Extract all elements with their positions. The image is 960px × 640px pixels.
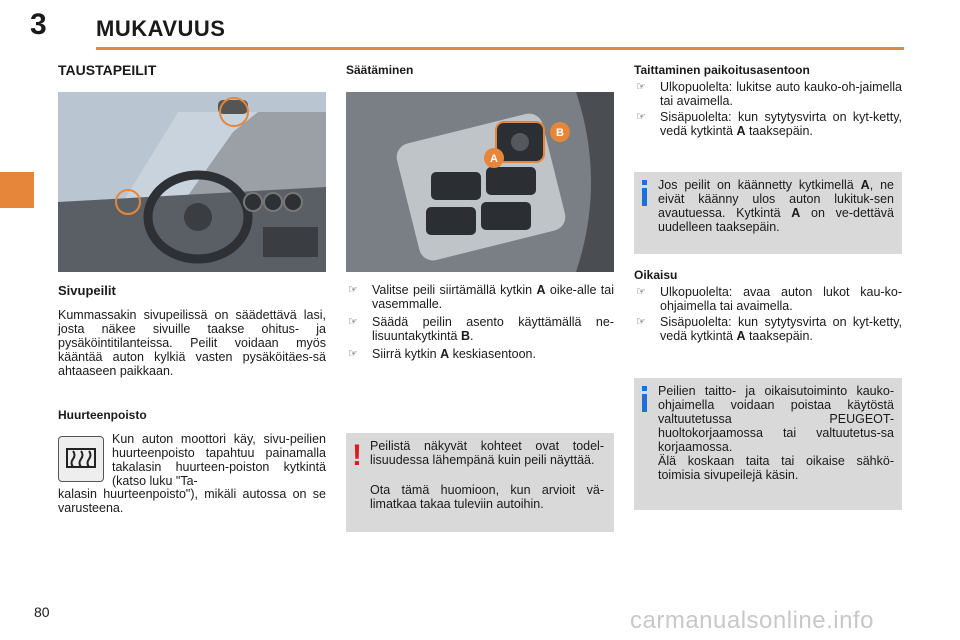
watermark: carmanualsonline.info bbox=[630, 607, 874, 634]
huurteenpoisto-text-a: Kun auton moottori käy, sivu-peilien huurteenpoisto tapahtuu painamalla takalasin huurteen-poiston kytkintä (katso luku "Ta- bbox=[112, 432, 326, 488]
huurteenpoisto-text-b: kalasin huurteenpoisto"), mikäli autossa on se varusteena. bbox=[58, 487, 326, 515]
step-item: ☞ Säädä peilin asento käyttämällä ne-lisuuntakytkintä B. bbox=[348, 315, 614, 343]
car-interior-image bbox=[58, 92, 326, 272]
image-label-a: A bbox=[490, 153, 498, 165]
list-item: ☞ Sisäpuolelta: kun sytytysvirta on kyt-ketty, vedä kytkintä A taaksepäin. bbox=[636, 110, 902, 138]
warning-box bbox=[346, 433, 614, 532]
sivupeilit-text: Kummassakin sivupeilissä on säädettävä lasi, josta näkee sivuille taakse ohitus- ja pysäköintitilanteissa. Peilit voidaan myös kääntää auton kylkiä vasten pysäköitäes-sä ahtaaseen paikkaan. bbox=[58, 308, 326, 378]
taittaminen-title: Taittaminen paikoitusasentoon bbox=[634, 63, 810, 77]
huurteenpoisto-title: Huurteenpoisto bbox=[58, 408, 147, 422]
mirror-switch-image bbox=[346, 92, 614, 272]
image-label-b: B bbox=[556, 127, 564, 139]
saataminen-title: Säätäminen bbox=[346, 63, 414, 77]
hand-pointer-icon: ☞ bbox=[636, 286, 646, 298]
page-number: 80 bbox=[34, 604, 50, 620]
info-icon bbox=[642, 180, 647, 185]
info-text-2b: Älä koskaan taita tai oikaise sähkö-toimisia sivupeilejä käsin. bbox=[658, 454, 894, 482]
hand-pointer-icon: ☞ bbox=[348, 316, 358, 328]
step-item: ☞ Siirrä kytkin A keskiasentoon. bbox=[348, 347, 536, 361]
warning-text-2: Ota tämä huomioon, kun arvioit vä-limatkaa takaa tuleviin autoihin. bbox=[370, 483, 604, 511]
hand-pointer-icon: ☞ bbox=[636, 111, 646, 123]
adjustment-steps bbox=[346, 283, 614, 361]
list-item: ☞ Ulkopuolelta: avaa auton lukot kau-ko-ohjaimella tai avaimella. bbox=[636, 285, 902, 313]
hand-pointer-icon: ☞ bbox=[348, 284, 358, 296]
chapter-title: MUKAVUUS bbox=[96, 16, 226, 41]
info-box-1 bbox=[634, 172, 902, 254]
oikaisu-list bbox=[634, 285, 902, 343]
info-box-2 bbox=[634, 378, 902, 510]
sivupeilit-title: Sivupeilit bbox=[58, 283, 116, 298]
warning-text-1: Peilistä näkyvät kohteet ovat todel-lisuudessa lähempänä kuin peili näyttää. bbox=[370, 439, 604, 467]
warning-icon: ! bbox=[352, 439, 362, 472]
list-item: ☞ Sisäpuolelta: kun sytytysvirta on kyt-ketty, vedä kytkintä A taaksepäin. bbox=[636, 315, 902, 343]
info-text-2a: Peilien taitto- ja oikaisutoiminto kauko-ohjaimella voidaan poistaa käytöstä valtuutetussa PEUGEOT-huoltokorjaamossa tai valtuutetus-sa korjaamossa. bbox=[658, 384, 894, 454]
step-item: ☞ Valitse peili siirtämällä kytkin A oike-alle tai vasemmalle. bbox=[348, 283, 614, 311]
oikaisu-title: Oikaisu bbox=[634, 268, 678, 282]
hand-pointer-icon: ☞ bbox=[636, 316, 646, 328]
hand-pointer-icon: ☞ bbox=[348, 348, 358, 360]
header-rule bbox=[96, 47, 904, 50]
list-item: ☞ Ulkopuolelta: lukitse auto kauko-oh-jaimella tai avaimella. bbox=[636, 80, 902, 108]
taittaminen-list bbox=[634, 80, 902, 138]
hand-pointer-icon: ☞ bbox=[636, 81, 646, 93]
chapter-tab-marker bbox=[0, 172, 34, 208]
rear-defrost-icon bbox=[58, 436, 104, 482]
info-text-1: Jos peilit on käännetty kytkimellä A, ne eivät käänny ulos auton lukituk-sen avautuessa. Kytkintä A on ve-dettävä uudelleen taaksepäin. bbox=[658, 178, 894, 234]
info-icon bbox=[642, 386, 647, 391]
section-title: TAUSTAPEILIT bbox=[58, 62, 157, 78]
chapter-number: 3 bbox=[30, 8, 47, 41]
